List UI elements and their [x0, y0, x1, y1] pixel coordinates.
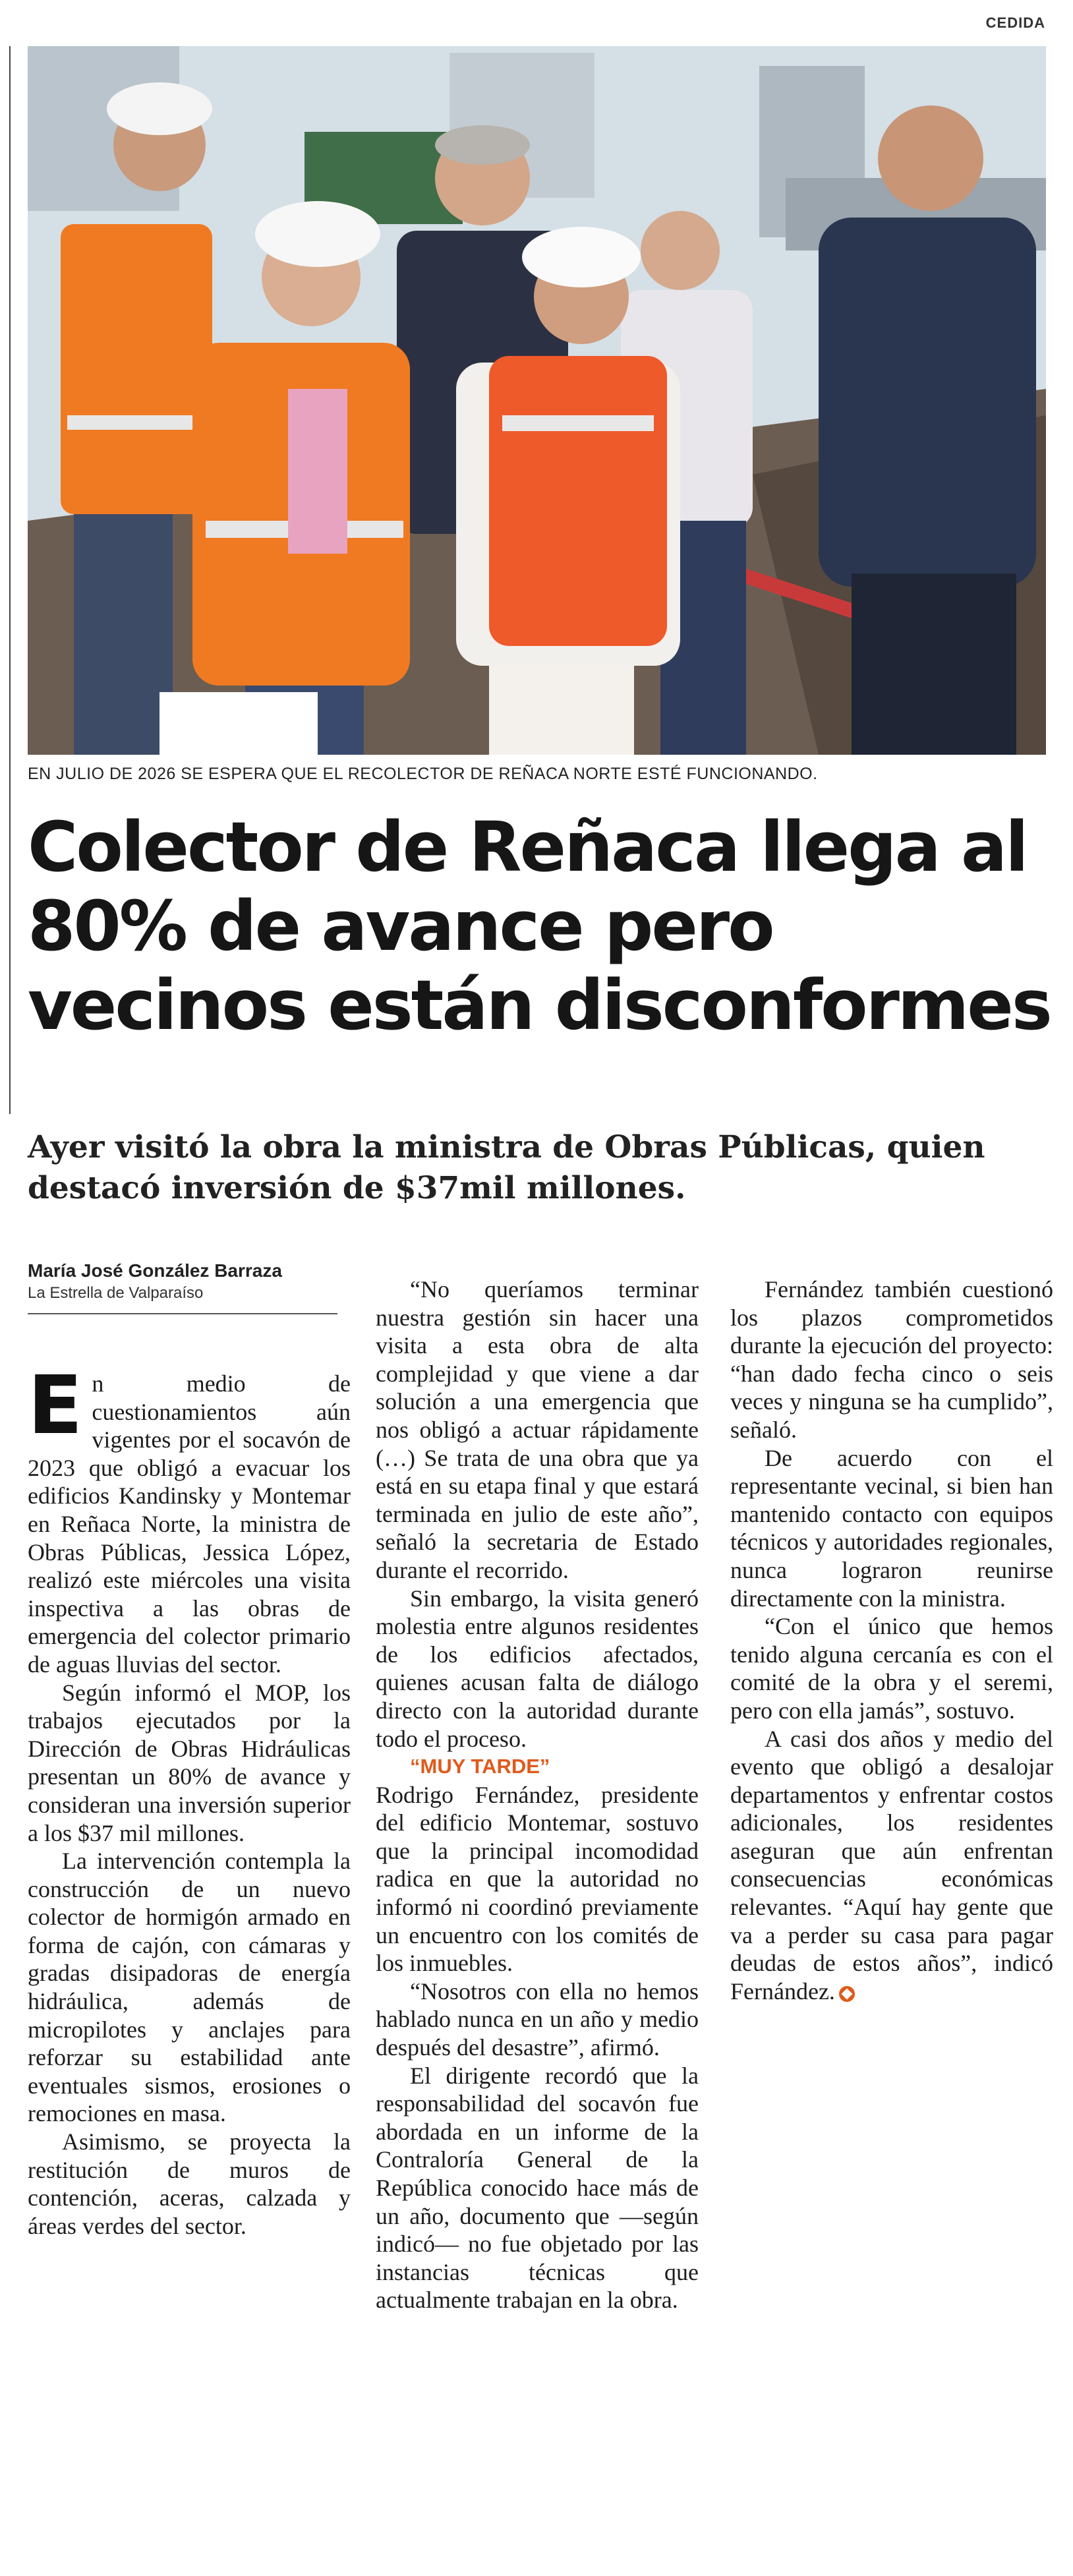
- end-mark-icon: [839, 1986, 855, 2002]
- person3-head: [641, 211, 720, 290]
- person6-pants: [489, 653, 634, 755]
- article-paragraph: Según informó el MOP, los trabajos ejecutados por la Dirección de Obras Hidráulicas presentan un 80% de avance y consideran una inversión superior a los $37 mil millones.: [28, 1679, 351, 1846]
- article-paragraph: La intervención contempla la construcción de un nuevo colector de hormigón armado en forma de cajón, con cámaras y gradas disipadoras de energía hidráulica, además de micropilotes y anclajes para reforzar su estabilidad ante eventuales sismos, erosiones o remociones en masa.: [28, 1848, 351, 2127]
- author-name: María José González Barraza: [28, 1260, 282, 1281]
- byline: [28, 1260, 344, 1314]
- deck-subtitle: [28, 1127, 1046, 1209]
- article-column-2: [376, 1275, 699, 2314]
- article-paragraph: Asimismo, se proyecta la restitución de muros de contención, aceras, calzada y áreas verdes del sector.: [28, 2128, 351, 2239]
- article-paragraph: “No queríamos terminar nuestra gestión sin hacer una visita a esta obra de alta complejidad y que viene a dar solución a una emergencia que nos obligó a actuar rápidamente (…) Se trata de una obra que ya está en su etapa final y que estará terminada en julio de este año”, señaló la secretaria de Estado durante el recorrido.: [376, 1276, 699, 1583]
- person4-jacket: [819, 218, 1036, 587]
- article-column-3: [730, 1275, 1053, 2005]
- deck-line-1: Ayer visitó la obra la ministra de Obras Públicas, quien: [28, 1129, 985, 1165]
- article-paragraph: “Con el único que hemos tenido alguna cercanía es con el comité de la obra y el seremi, pero con ella jamás”, sostuvo.: [730, 1613, 1053, 1724]
- article-paragraph: Rodrigo Fernández, presidente del edificio Montemar, sostuvo que la principal incomodidad radica en que la autoridad no informó ni coordinó previamente un encuentro con los comités de los inmuebles.: [376, 1781, 699, 1977]
- person1-legs: [74, 508, 173, 755]
- byline-rule: [28, 1313, 337, 1314]
- article-paragraph: El dirigente recordó que la responsabilidad del socavón fue abordada en un informe de la Contraloría General de la República conocido hace más de un año, documento que —según indicó— no fue objetado por las instancias técnicas que actualmente trabajan en la obra.: [376, 2062, 699, 2314]
- person1-vest: [61, 224, 212, 514]
- person5-helmet: [255, 201, 380, 267]
- deck-line-2: destacó inversión de $37mil millones.: [28, 1170, 686, 1206]
- photo-caption: EN JULIO DE 2026 SE ESPERA QUE EL RECOLECTOR DE REÑACA NORTE ESTÉ FUNCIONANDO.: [28, 765, 818, 783]
- left-rule: [9, 46, 11, 1114]
- headline-line-2: 80% de avance pero: [28, 886, 773, 966]
- photo-illustration: [28, 46, 1046, 755]
- section-subhead: “MUY TARDE”: [410, 1755, 550, 1778]
- article-paragraph: [730, 1725, 1053, 2006]
- drop-cap: E: [28, 1359, 83, 1452]
- headline-line-1: Colector de Reñaca llega al: [28, 807, 1027, 887]
- paragraph-text: n medio de cuestionamientos aún vigentes por el socavón de 2023 que obligó a evacuar los edificios Kandinsky y Montemar en Reñaca Norte, la ministra de Obras Públicas, Jessica López, realizó este miércoles una visita inspectiva a las obras de emergencia del colector primario de aguas lluvias del sector.: [28, 1370, 351, 1678]
- headline-line-3: vecinos están disconformes: [28, 965, 1051, 1045]
- article-paragraph: Fernández también cuestionó los plazos comprometidos durante la ejecución del proyecto: “han dado fecha cinco o seis veces y ninguna se ha cumplido”, señaló.: [730, 1276, 1053, 1443]
- person1-helmet: [107, 82, 212, 135]
- headline: [28, 807, 1056, 1045]
- article-paragraph: [28, 1359, 351, 1679]
- article-column-1: [28, 1359, 351, 2240]
- photo-credit: CEDIDA: [985, 15, 1045, 31]
- person6-vest: [489, 356, 667, 646]
- person6-helmet: [522, 227, 641, 287]
- outlet-name: La Estrella de Valparaíso: [28, 1284, 204, 1302]
- article-paragraph: De acuerdo con el representante vecinal, si bien han mantenido contacto con equipos técnicos y autoridades regionales, nunca lograron reunirse directamente con la ministra.: [730, 1444, 1053, 1612]
- paragraph-text: A casi dos años y medio del evento que obligó a desalojar departamentos y enfrentar costos adicionales, los residentes aseguran que aún enfrentan consecuencias económicas relevantes. “Aquí hay gente que va a perder su casa para pagar deudas de estos años”, indicó Fernández.: [730, 1725, 1053, 2005]
- person4-head: [878, 105, 983, 211]
- article-paragraph: “Nosotros con ella no hemos hablado nunca en un año y medio después del desastre”, afirmó.: [376, 1977, 699, 2061]
- paper-sheet: [160, 692, 318, 755]
- news-photo: [28, 46, 1046, 755]
- article-paragraph: Sin embargo, la visita generó molestia entre algunos residentes de los edificios afectados, quienes acusan falta de diálogo directo con la autoridad durante todo el proceso.: [376, 1585, 699, 1752]
